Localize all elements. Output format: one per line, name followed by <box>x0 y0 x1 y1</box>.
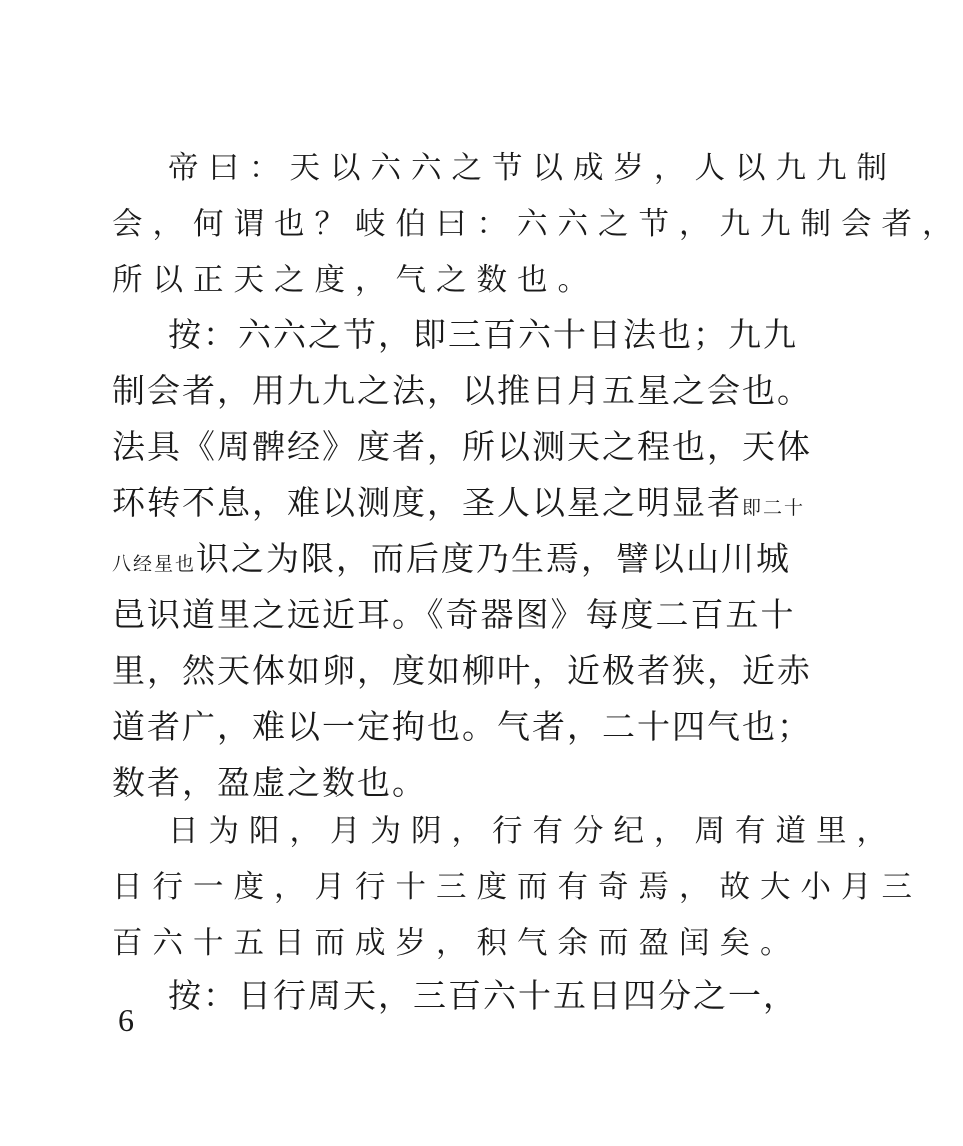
text-segment: 识之为限，而后度乃生焉，譬以山川城 <box>196 539 792 578</box>
commentary-paragraph-1 <box>112 309 812 813</box>
text-line: 百六十五日而成岁，积气余而盈闰矣。 <box>112 926 801 961</box>
text-line: 会，何谓也？岐伯曰：六六之节，九九制会者， <box>112 207 963 242</box>
quote-paragraph-1 <box>112 143 963 311</box>
text-line-with-note <box>112 533 792 589</box>
inline-note: 八经星也 <box>112 553 197 575</box>
commentary-paragraph-2 <box>112 970 798 1026</box>
text-line: 邑识道里之远近耳。《奇器图》每度二百五十 <box>112 595 796 634</box>
text-line: 法具《周髀经》度者，所以测天之程也，天体 <box>112 427 812 466</box>
text-line: 按：六六之节，即三百六十日法也；九九 <box>168 315 798 354</box>
text-line: 日为阳，月为阴，行有分纪，周有道里， <box>168 814 897 849</box>
page-number: 6 <box>118 1002 134 1038</box>
text-line: 帝曰：天以六六之节以成岁，人以九九制 <box>168 151 897 186</box>
text-line: 日行一度，月行十三度而有奇焉，故大小月三 <box>112 870 922 905</box>
quote-paragraph-2 <box>112 806 922 974</box>
text-line: 制会者，用九九之法，以推日月五星之会也。 <box>112 371 812 410</box>
text-segment: 环转不息，难以测度，圣人以星之明显者 <box>112 483 742 522</box>
inline-note: 即二十 <box>742 497 806 519</box>
text-line: 所以正天之度，气之数也。 <box>112 263 598 298</box>
text-line-with-note <box>112 477 806 533</box>
text-line: 数者，盈虚之数也。 <box>112 763 427 802</box>
text-line: 按：日行周天，三百六十五日四分之一， <box>168 976 798 1015</box>
text-line: 道者广，难以一定拘也。气者，二十四气也； <box>112 707 812 746</box>
text-line: 里，然天体如卵，度如柳叶，近极者狭，近赤 <box>112 651 812 690</box>
